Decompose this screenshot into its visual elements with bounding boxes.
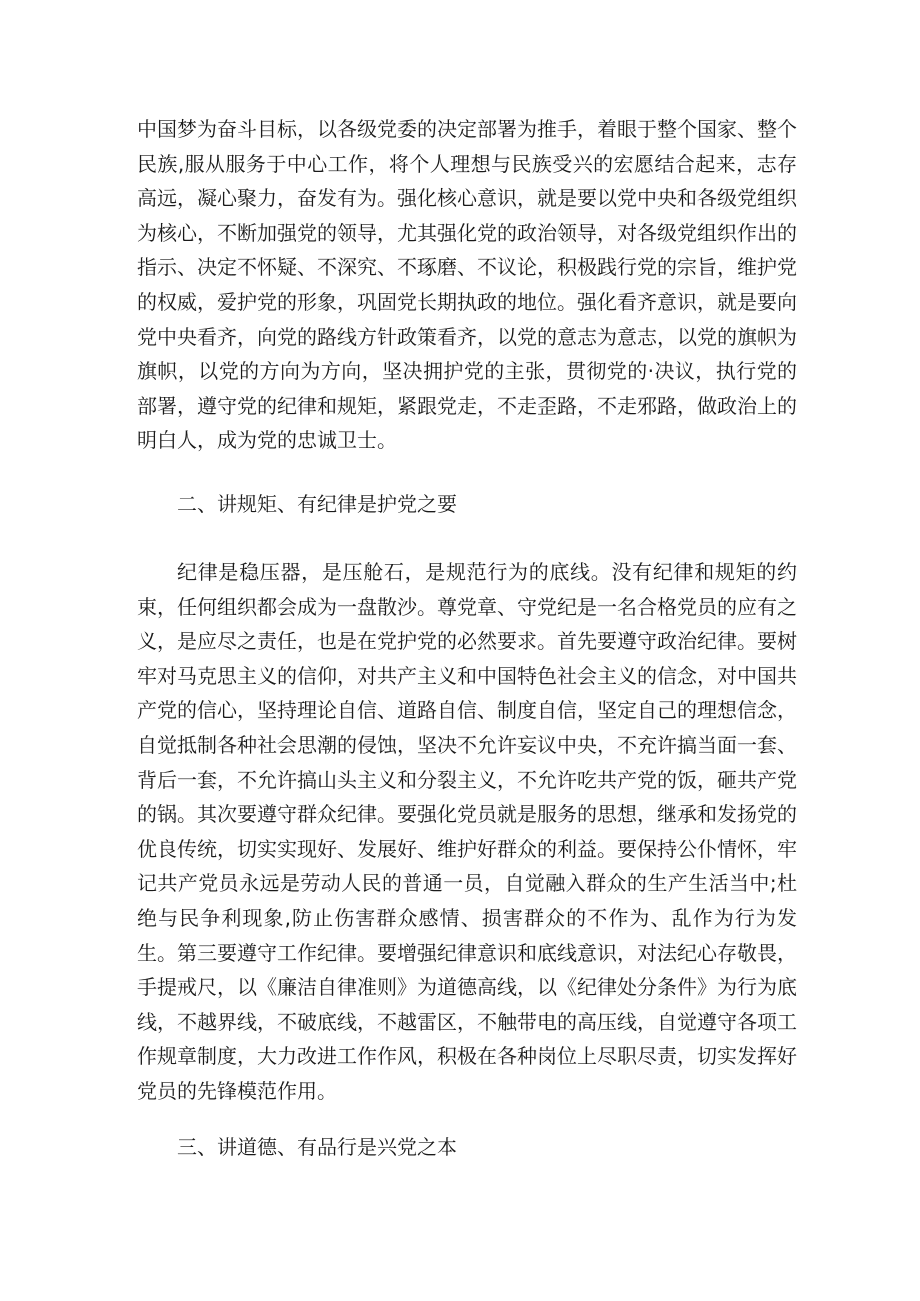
paragraph-1: 中国梦为奋斗目标，以各级党委的决定部署为推手，着眼于整个国家、整个民族,服从服务于中心工作，将个人理想与民族受兴的宏愿结合起来，志存高远，凝心聚力，奋发有为。强化核心意识，就是要以党中央和各级党组织为核心，不断加强党的领导，尤其强化党的政治领导，对各级党组织作出的指示、决定不怀疑、不深究、不琢磨、不议论，积极践行党的宗旨，维护党的权威，爱护党的形象，巩固党长期执政的地位。强化看齐意识，就是要向党中央看齐，向党的路线方针政策看齐，以党的意志为意志，以党的旗帜为旗帜，以党的方向为方向，坚决拥护党的主张，贯彻党的·决议，执行党的部署，遵守党的纪律和规矩，紧跟党走，不走歪路，不走邪路，做政治上的明白人，成为党的忠诚卫士。	[137, 117, 797, 453]
section-heading-2: 二、讲规矩、有纪律是护党之要	[177, 492, 457, 516]
paragraph-2: 纪律是稳压器，是压舱石，是规范行为的底线。没有纪律和规矩的约束，任何组织都会成为一盘散沙。尊党章、守党纪是一名合格党员的应有之义，是应尽之责任，也是在党护党的必然要求。首先要遵守政治纪律。要树牢对马克思主义的信仰，对共产主义和中国特色社会主义的信念，对中国共产党的信心，坚持理论自信、道路自信、制度自信，坚定自己的理想信念，自觉抵制各种社会思潮的侵蚀，坚决不允许妄议中央，不充许搞当面一套、背后一套，不允许搞山头主义和分裂主义，不允许吃共产党的饭，砸共产党的锅。其次要遵守群众纪律。要强化党员就是服务的思想，继承和发扬党的优良传统，切实实现好、发展好、维护好群众的利益。要保持公仆情怀，牢记共产党员永远是劳动人民的普通一员，自觉融入群众的生产生活当中;杜绝与民争利现象,防止伤害群众感情、损害群众的不作为、乱作为行为发生。第三要遵守工作纪律。要增强纪律意识和底线意识，对法纪心存敬畏，手提戒尺，以《廉洁自律准则》为道德高线，以《纪律处分条件》为行为底线，不越界线，不破底线，不越雷区，不触带电的高压线，自觉遵守各项工作规章制度，大力改进工作作风，积极在各种岗位上尽职尽责，切实发挥好党员的先锋模范作用。	[137, 560, 797, 1103]
section-heading-3: 三、讲道德、有品行是兴党之本	[177, 1135, 457, 1159]
